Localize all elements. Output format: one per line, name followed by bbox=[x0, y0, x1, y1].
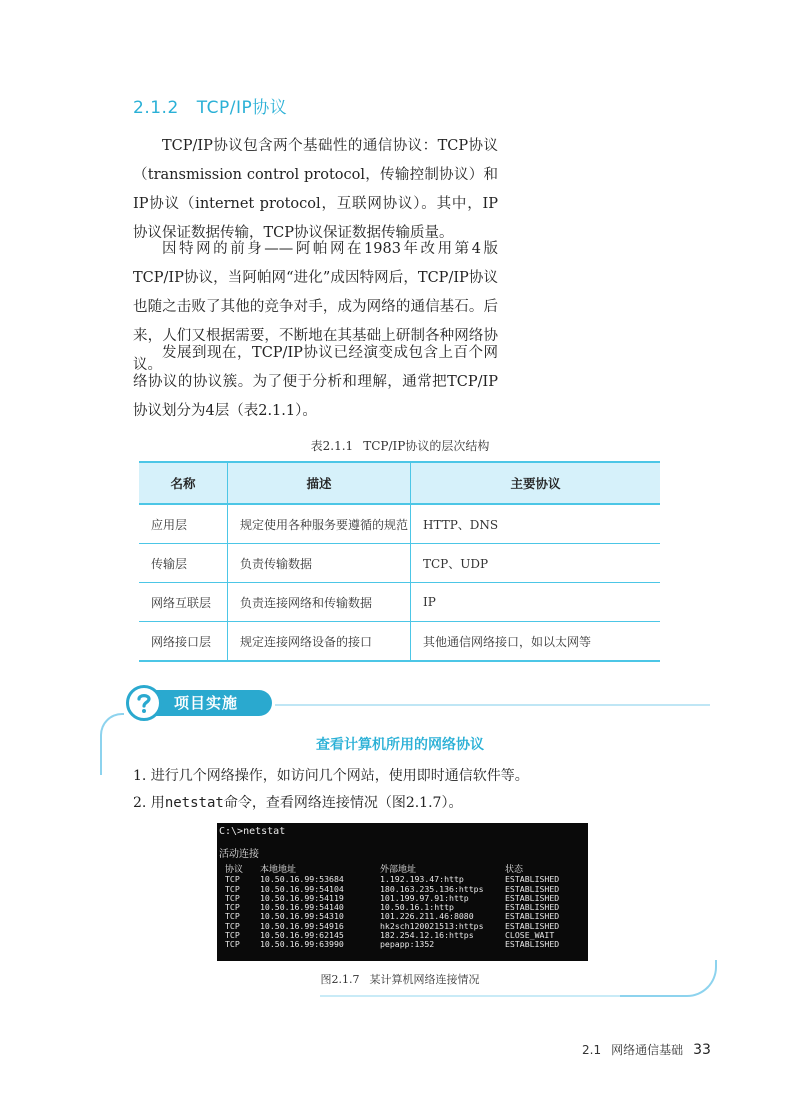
terminal-cell: ESTABLISHED bbox=[505, 874, 560, 885]
terminal-cell: ESTABLISHED bbox=[505, 911, 560, 922]
terminal-cell: 101.199.97.91:http bbox=[380, 892, 469, 903]
terminal-cell: TCP bbox=[225, 902, 240, 913]
table-cell: 应用层 bbox=[139, 504, 228, 544]
section-frame-top bbox=[275, 704, 710, 706]
terminal-cell: TCP bbox=[225, 883, 240, 894]
terminal-cell: 101.226.211.46:8080 bbox=[380, 911, 474, 922]
table-header-name: 名称 bbox=[139, 462, 228, 504]
table-cell: 网络接口层 bbox=[139, 622, 228, 662]
terminal-header: 外部地址 bbox=[380, 865, 417, 875]
table-cell: 负责连接网络和传输数据 bbox=[228, 583, 411, 622]
section-number: 2.1.2 bbox=[133, 98, 179, 118]
terminal-cell: hk2sch120021513:https bbox=[380, 920, 484, 931]
terminal-cell: ESTABLISHED bbox=[505, 883, 560, 894]
terminal-cell: 10.50.16.99:54916 bbox=[260, 920, 344, 931]
figure-number: 图2.1.7 bbox=[320, 973, 360, 986]
table-header-protocols: 主要协议 bbox=[411, 462, 661, 504]
terminal-cell: 10.50.16.99:54119 bbox=[260, 892, 344, 903]
terminal-cell: CLOSE_WAIT bbox=[505, 930, 555, 941]
netstat-command: netstat bbox=[164, 795, 224, 811]
terminal-cell: 10.50.16.99:54104 bbox=[260, 883, 344, 894]
terminal-cell: ESTABLISHED bbox=[505, 902, 560, 913]
question-mark-icon bbox=[126, 685, 162, 721]
terminal-cell: TCP bbox=[225, 939, 240, 950]
terminal-connections bbox=[225, 866, 585, 950]
netstat-terminal-screenshot bbox=[217, 823, 588, 961]
terminal-cell: pepapp:1352 bbox=[380, 939, 435, 950]
badge-label: 项目实施 bbox=[174, 694, 239, 712]
paragraph: 因特网的前身——阿帕网在1983年改用第4版TCP/IP协议，当阿帕网“进化”成因特网后，TCP/IP协议也随之击败了其他的竞争对手，成为网络的通信基石。后来，人们又根据需要，不断地在其基础上研制各种网络协议。 bbox=[133, 241, 498, 373]
section-title: TCP/IP协议 bbox=[196, 98, 288, 118]
figure-caption bbox=[0, 971, 800, 987]
section-frame-bottom-line bbox=[320, 995, 620, 997]
terminal-cell: ESTABLISHED bbox=[505, 892, 560, 903]
table-cell: 规定连接网络设备的接口 bbox=[228, 622, 411, 662]
table-header-row bbox=[139, 462, 660, 504]
terminal-cell: 10.50.16.99:62145 bbox=[260, 930, 344, 941]
table-row bbox=[139, 504, 660, 544]
table-cell: 其他通信网络接口，如以太网等 bbox=[423, 634, 592, 649]
table-caption-title: TCP/IP协议的层次结构 bbox=[363, 439, 490, 453]
terminal-cell: TCP bbox=[225, 930, 240, 941]
terminal-cell: 182.254.12.16:https bbox=[380, 930, 474, 941]
step-2 bbox=[133, 792, 462, 812]
terminal-cell: 180.163.235.136:https bbox=[380, 883, 484, 894]
figure-title: 某计算机网络连接情况 bbox=[369, 973, 480, 986]
paragraph: TCP/IP协议包含两个基础性的通信协议：TCP协议（transmission control protocol，传输控制协议）和IP协议（internet protocol，互联网协议）。其中，IP协议保证数据传输，TCP协议保证数据传输质量。 bbox=[133, 138, 498, 241]
protocol-layers-table bbox=[139, 461, 660, 662]
table-header-description: 描述 bbox=[228, 462, 411, 504]
table-cell: IP bbox=[411, 583, 661, 622]
footer-chapter-title: 网络通信基础 bbox=[611, 1043, 684, 1057]
terminal-command-line: C:\>netstat bbox=[219, 826, 286, 837]
terminal-header: 状态 bbox=[505, 865, 524, 875]
table-cell: TCP、UDP bbox=[411, 544, 661, 583]
table-cell: HTTP、DNS bbox=[411, 504, 661, 544]
table-row bbox=[139, 622, 660, 662]
step-1: 1. 进行几个网络操作，如访问几个网站，使用即时通信软件等。 bbox=[133, 768, 529, 784]
terminal-cell: ESTABLISHED bbox=[505, 939, 560, 950]
implementation-title: 查看计算机所用的网络协议 bbox=[316, 737, 484, 753]
table-cell: 网络互联层 bbox=[139, 583, 228, 622]
terminal-cell: TCP bbox=[225, 874, 240, 885]
step-2-prefix: 2. 用 bbox=[133, 795, 165, 811]
terminal-cell: ESTABLISHED bbox=[505, 920, 560, 931]
terminal-cell: TCP bbox=[225, 911, 240, 922]
terminal-row bbox=[225, 940, 585, 949]
paragraph: 发展到现在，TCP/IP协议已经演变成包含上百个网络协议的协议簇。为了便于分析和理解，通常把TCP/IP协议划分为4层（表2.1.1）。 bbox=[133, 345, 498, 419]
terminal-cell: 10.50.16.99:54140 bbox=[260, 902, 344, 913]
terminal-header: 本地地址 bbox=[260, 865, 297, 875]
step-2-suffix: 命令，查看网络连接情况（图2.1.7）。 bbox=[223, 795, 463, 811]
table-cell: 负责传输数据 bbox=[228, 544, 411, 583]
page-footer bbox=[582, 1041, 711, 1058]
terminal-cell: 1.192.193.47:http bbox=[380, 874, 464, 885]
table-cell: 规定使用各种服务要遵循的规范 bbox=[228, 504, 411, 544]
terminal-cell: 10.50.16.99:54310 bbox=[260, 911, 344, 922]
table-row bbox=[139, 583, 660, 622]
terminal-cell: TCP bbox=[225, 892, 240, 903]
page-number: 33 bbox=[693, 1042, 711, 1058]
terminal-cell: 10.50.16.99:53684 bbox=[260, 874, 344, 885]
table-row bbox=[139, 544, 660, 583]
table-caption-number: 表2.1.1 bbox=[310, 439, 354, 453]
terminal-header: 协议 bbox=[225, 865, 244, 875]
terminal-cell: 10.50.16.99:63990 bbox=[260, 939, 344, 950]
terminal-cell: 10.50.16.1:http bbox=[380, 902, 454, 913]
table-caption bbox=[0, 437, 800, 454]
table-cell: 传输层 bbox=[139, 544, 228, 583]
section-heading bbox=[133, 93, 287, 118]
project-implementation-badge bbox=[126, 685, 276, 721]
terminal-active-label: 活动连接 bbox=[219, 849, 259, 860]
terminal-cell: TCP bbox=[225, 920, 240, 931]
footer-chapter-number: 2.1 bbox=[582, 1043, 602, 1057]
